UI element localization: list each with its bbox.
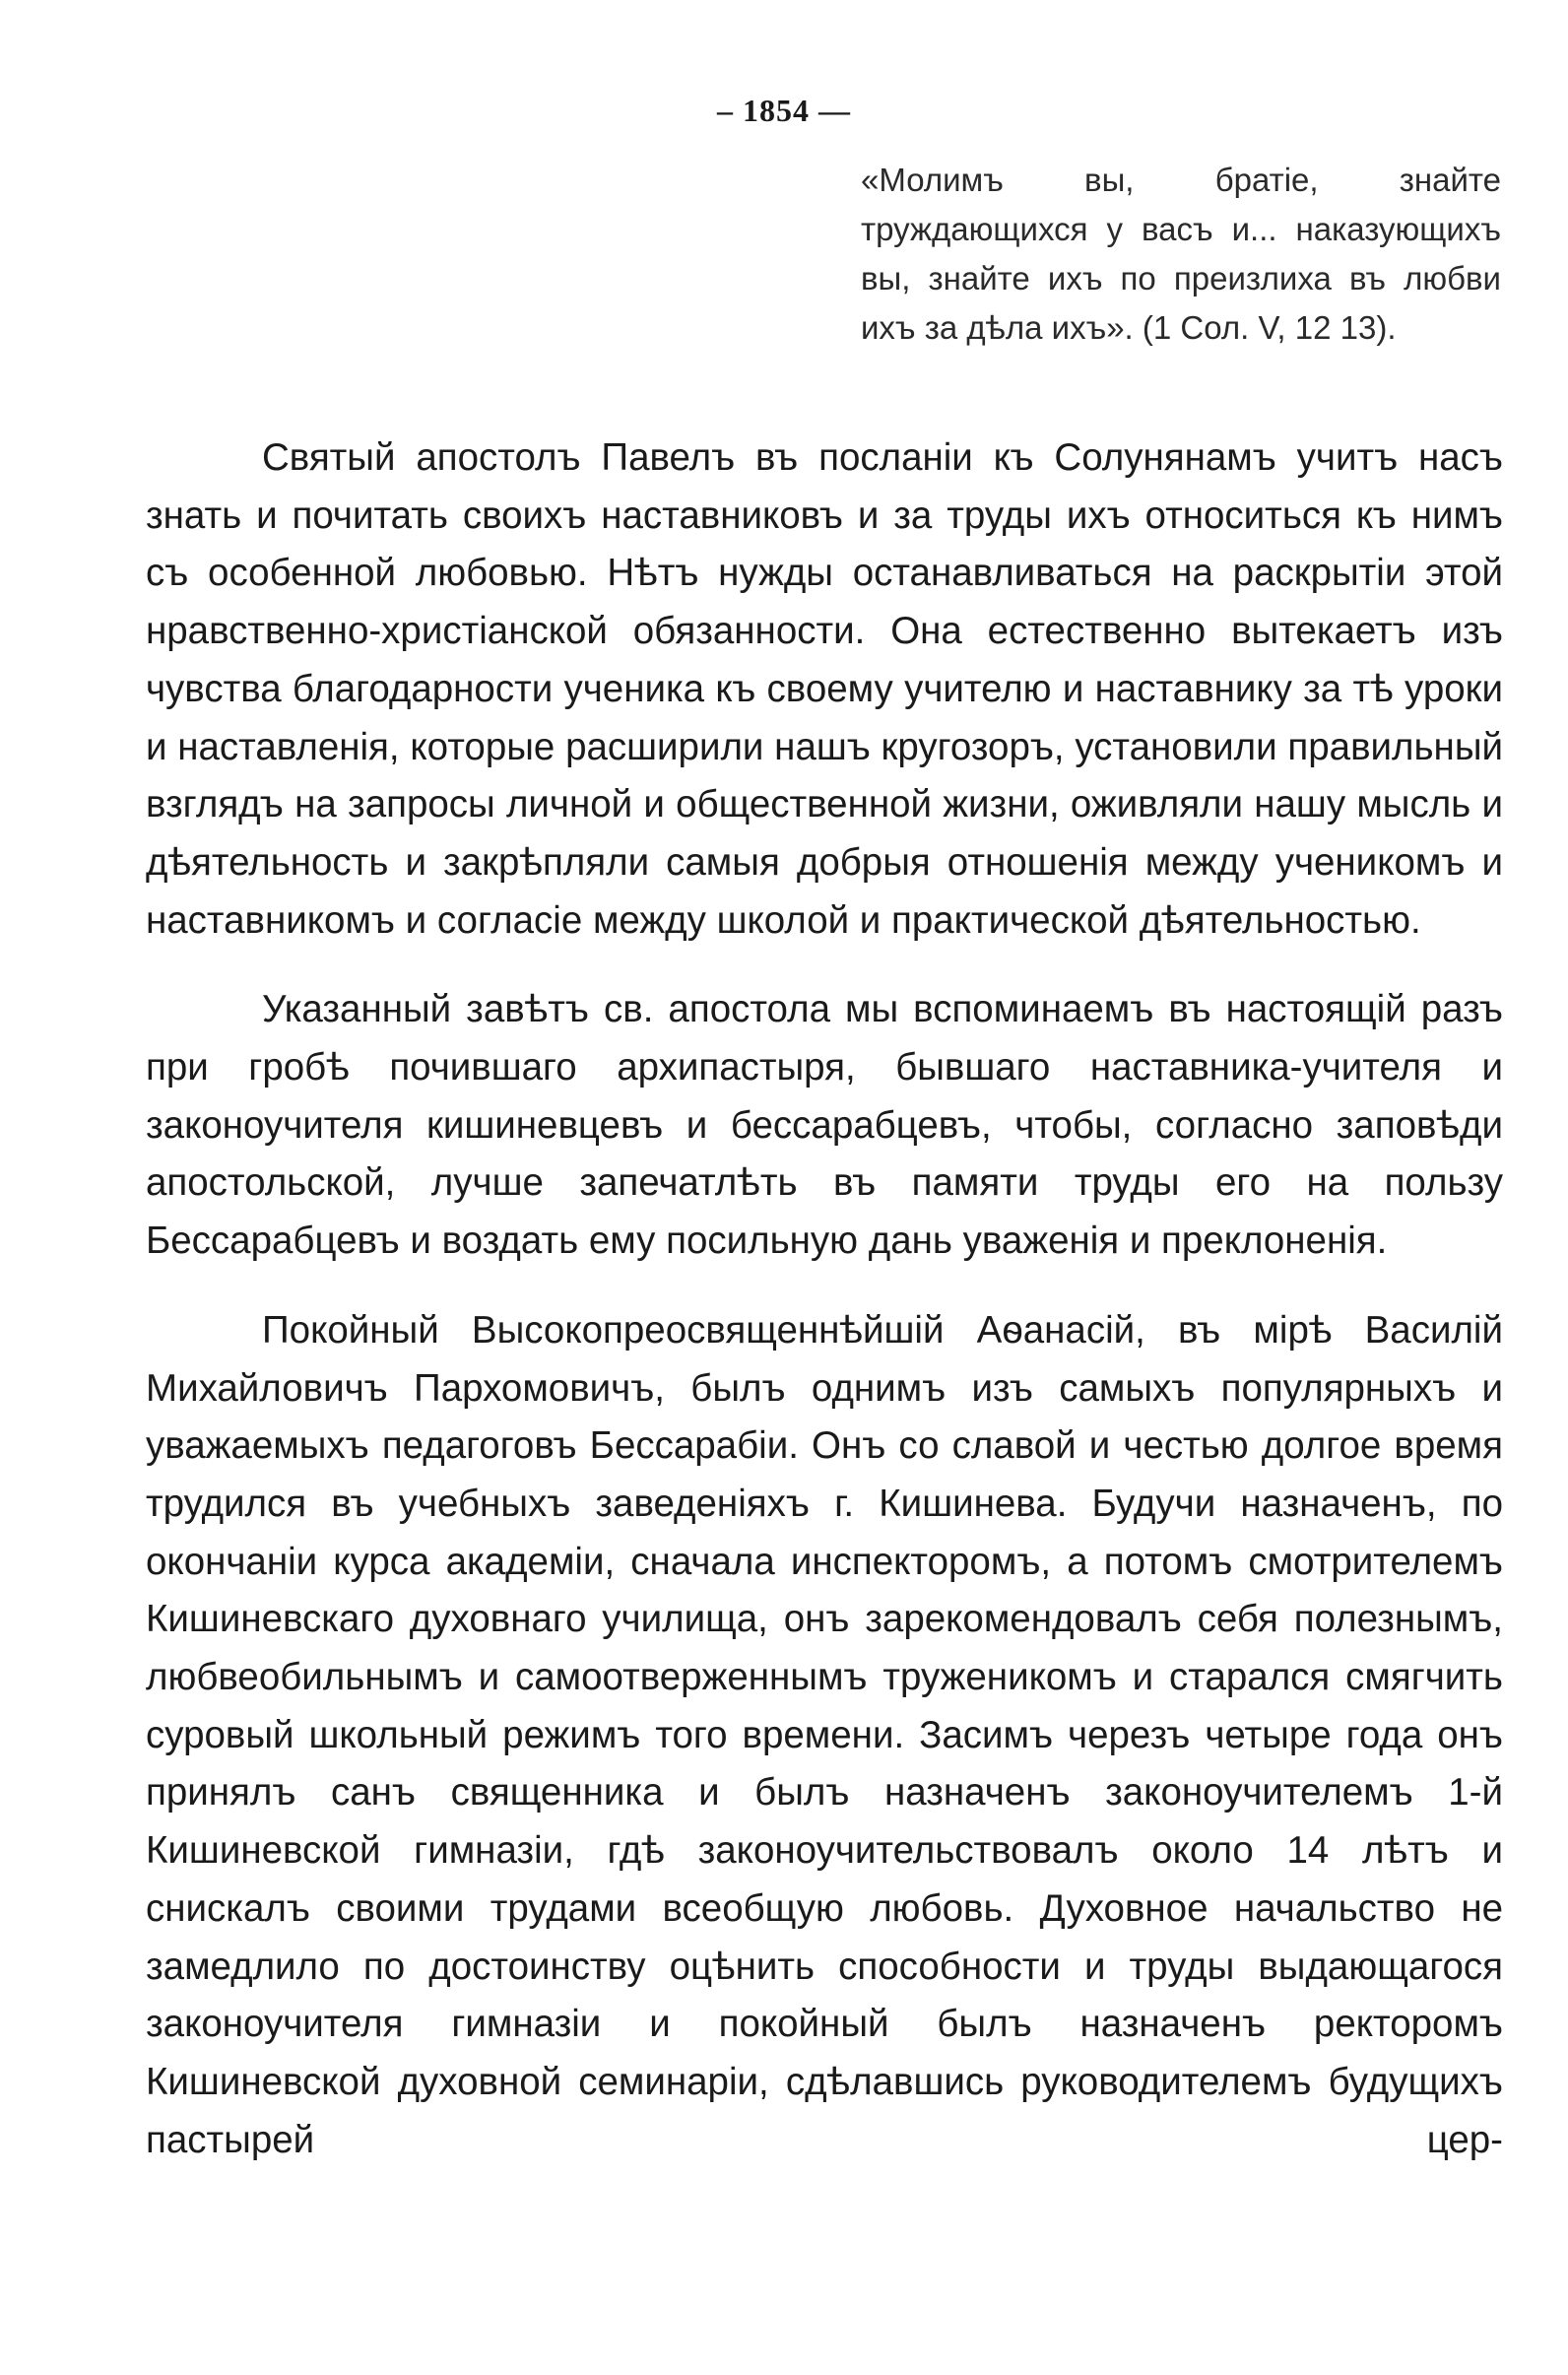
epigraph-quote: «Молимъ вы, братіе, знайте труждающихся у васъ и... наказующихъ вы, знайте ихъ по преизлиха въ любви ихъ за дѣла ихъ». (1 Сол. V, 12 13).: [861, 162, 1501, 346]
page-number: [0, 93, 1568, 129]
page-number-value: 1854: [743, 93, 810, 128]
paragraph-covenant: Указанный завѣтъ св. апостола мы вспоминаемъ въ настоящій разъ при гробѣ почившаго архипастыря, бывшаго наставника-учителя и законоучителя кишиневцевъ и бессарабцевъ, чтобы, согласно заповѣди апостольской, лучше запечатлѣть въ памяти труды его на пользу Бессарабцевъ и воздать ему посильную дань уваженія и преклоненія.: [146, 988, 1503, 1263]
paragraph-biography: Покойный Высокопреосвященнѣйшій Аѳанасій, въ мірѣ Василій Михайловичъ Пархомовичъ, былъ однимъ изъ самыхъ популярныхъ и уважаемыхъ педагоговъ Бессарабіи. Онъ со славой и честью долгое время трудился въ учебныхъ заведеніяхъ г. Кишинева. Будучи назначенъ, по окончаніи курса академіи, сначала инспекторомъ, а потомъ смотрителемъ Кишиневскаго духовнаго училища, онъ зарекомендовалъ себя полезнымъ, любвеобильнымъ и самоотверженнымъ труженикомъ и старался смягчить суровый школьный режимъ того времени. Засимъ черезъ четыре года онъ принялъ санъ священника и былъ назначенъ законоучителемъ 1-й Кишиневской гимназіи, гдѣ законоучительствовалъ около 14 лѣтъ и снискалъ своими трудами всеобщую любовь. Духовное начальство не замедлило по достоинству оцѣнить способности и труды выдающагося законоучителя гимназіи и покойный былъ назначенъ ректоромъ Кишиневской духовной семинаріи, сдѣлавшись руководителемъ будущихъ пастырей цер-: [146, 1308, 1503, 2161]
paragraph-apostle-pavel: Святый апостолъ Павелъ въ посланіи къ Солунянамъ учитъ насъ знать и почитать своихъ наставниковъ и за труды ихъ относиться къ нимъ съ особенной любовью. Нѣтъ нужды останавливаться на раскрытіи этой нравственно-христіанской обязанности. Она естественно вытекаетъ изъ чувства благодарности ученика къ своему учителю и наставнику за тѣ уроки и наставленія, которые расширили нашъ кругозоръ, установили правильный взглядъ на запросы личной и общественной жизни, оживляли нашу мысль и дѣятельность и закрѣпляли самыя добрыя отношенія между ученикомъ и наставникомъ и согласіе между школой и практической дѣятельностью.: [146, 436, 1503, 942]
page-number-dash-right: —: [810, 93, 851, 128]
body-text: [146, 429, 1503, 2169]
page-number-dash-left: –: [717, 93, 743, 128]
